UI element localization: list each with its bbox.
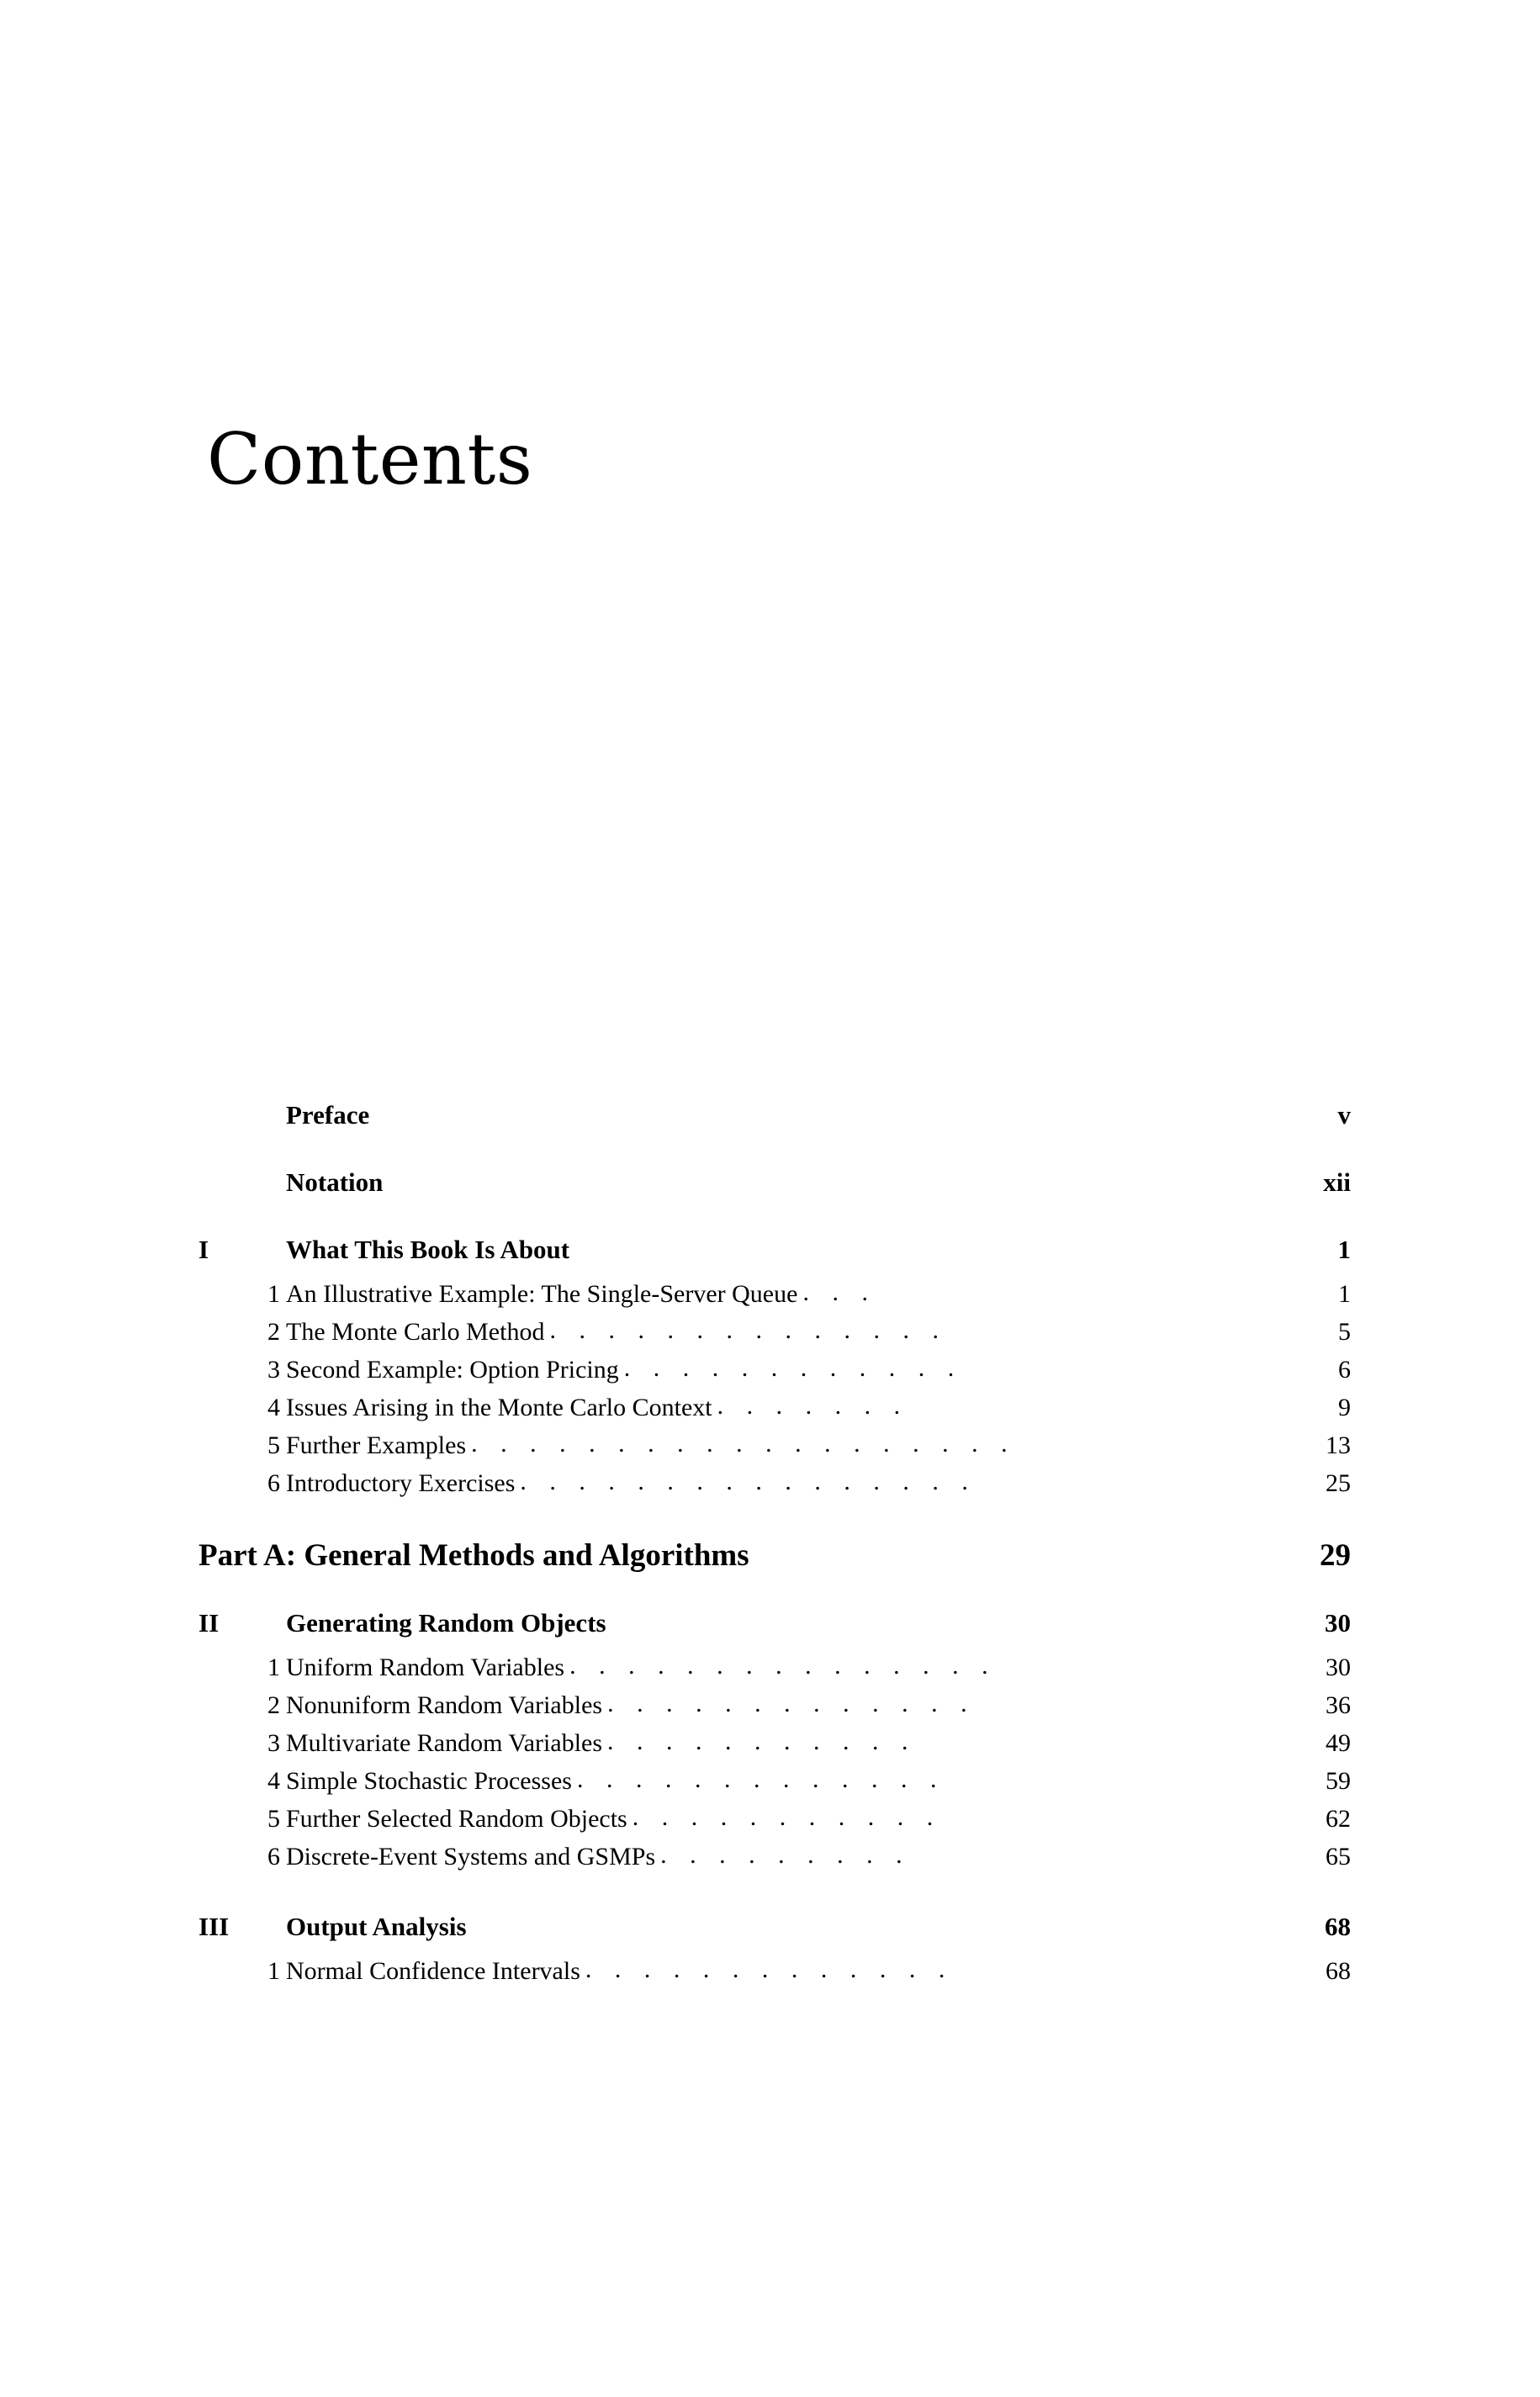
toc-section[interactable] xyxy=(198,1282,1351,1307)
leader-dots: . . . . . . . . . . . . . . . . xyxy=(520,1469,976,1495)
section-label: Uniform Random Variables xyxy=(286,1654,565,1681)
toc-section[interactable] xyxy=(198,1844,1351,1870)
section-number: 1 xyxy=(267,1654,280,1681)
section-number: 5 xyxy=(267,1431,280,1459)
toc-chapter-3[interactable] xyxy=(198,1913,1351,1939)
toc-part-a[interactable] xyxy=(198,1540,1351,1571)
section-page: 49 xyxy=(1326,1729,1351,1757)
chapter-page: 30 xyxy=(1325,1608,1351,1638)
section-number: 6 xyxy=(267,1843,280,1871)
entry-label: Preface xyxy=(286,1100,370,1130)
section-label: Nonuniform Random Variables xyxy=(286,1691,603,1719)
toc-section[interactable] xyxy=(198,1357,1351,1383)
leader-dots: . . . . . . . . . . . . . . xyxy=(549,1318,947,1343)
chapter-title: Generating Random Objects xyxy=(286,1608,606,1638)
chapter-numeral: II xyxy=(198,1608,220,1638)
section-page: 1 xyxy=(1338,1280,1351,1308)
entry-label: Notation xyxy=(286,1167,384,1197)
toc-chapter-2[interactable] xyxy=(198,1610,1351,1636)
leader-dots: . . . xyxy=(802,1280,876,1305)
section-number: 4 xyxy=(267,1394,280,1421)
chapter-numeral: III xyxy=(198,1912,230,1941)
section-label: Discrete-Event Systems and GSMPs xyxy=(286,1843,656,1871)
section-label: The Monte Carlo Method xyxy=(286,1318,545,1346)
section-number: 5 xyxy=(267,1805,280,1833)
section-page: 6 xyxy=(1338,1356,1351,1384)
section-page: 5 xyxy=(1338,1318,1351,1346)
section-number: 6 xyxy=(267,1469,280,1497)
section-label: Second Example: Option Pricing xyxy=(286,1356,619,1384)
leader-dots: . . . . . . . . . . . . . xyxy=(607,1691,976,1717)
section-label: Introductory Exercises xyxy=(286,1469,516,1497)
section-page: 25 xyxy=(1326,1469,1351,1497)
leader-dots: . . . . . . . . . . . xyxy=(632,1805,942,1830)
leader-dots: . . . . . . . . . . . xyxy=(607,1729,917,1754)
chapter-page: 68 xyxy=(1325,1912,1351,1941)
section-page: 13 xyxy=(1326,1431,1351,1459)
section-number: 2 xyxy=(267,1691,280,1719)
section-label: Multivariate Random Variables xyxy=(286,1729,603,1757)
part-page: 29 xyxy=(1320,1538,1351,1573)
toc-section[interactable] xyxy=(198,1769,1351,1794)
leader-dots: . . . . . . . . . . . . . xyxy=(576,1767,945,1792)
leader-dots: . . . . . . . . . . . . xyxy=(623,1356,963,1381)
section-label: Issues Arising in the Monte Carlo Context xyxy=(286,1394,712,1421)
toc-entry-preface[interactable] xyxy=(198,1102,1351,1128)
toc-section[interactable] xyxy=(198,1807,1351,1832)
part-label: Part A: General Methods and Algorithms xyxy=(198,1538,749,1573)
leader-dots: . . . . . . . xyxy=(717,1394,909,1419)
section-number: 2 xyxy=(267,1318,280,1346)
section-page: 36 xyxy=(1326,1691,1351,1719)
section-label: Simple Stochastic Processes xyxy=(286,1767,572,1795)
toc-section[interactable] xyxy=(198,1395,1351,1421)
section-label: Further Selected Random Objects xyxy=(286,1805,627,1833)
section-label: Normal Confidence Intervals xyxy=(286,1957,580,1985)
entry-page: xii xyxy=(1323,1167,1351,1197)
toc-section[interactable] xyxy=(198,1959,1351,1984)
chapter-title: What This Book Is About xyxy=(286,1235,570,1264)
chapter-title: Output Analysis xyxy=(286,1912,467,1941)
toc-section[interactable] xyxy=(198,1693,1351,1718)
section-number: 1 xyxy=(267,1957,280,1985)
page-title: Contents xyxy=(207,418,533,500)
leader-dots: . . . . . . . . . . . . . . . . . . . xyxy=(471,1431,1016,1457)
toc-section[interactable] xyxy=(198,1655,1351,1680)
toc-section[interactable] xyxy=(198,1320,1351,1345)
section-page: 68 xyxy=(1326,1957,1351,1985)
section-number: 3 xyxy=(267,1729,280,1757)
chapter-numeral: I xyxy=(198,1235,209,1264)
toc-section[interactable] xyxy=(198,1731,1351,1756)
toc-chapter-1[interactable] xyxy=(198,1236,1351,1262)
section-page: 59 xyxy=(1326,1767,1351,1795)
section-number: 4 xyxy=(267,1767,280,1795)
section-label: Further Examples xyxy=(286,1431,467,1459)
section-page: 9 xyxy=(1338,1394,1351,1421)
toc-entry-notation[interactable] xyxy=(198,1169,1351,1195)
table-of-contents xyxy=(198,1102,1351,1997)
section-page: 65 xyxy=(1326,1843,1351,1871)
section-page: 62 xyxy=(1326,1805,1351,1833)
leader-dots: . . . . . . . . . . . . . xyxy=(585,1957,954,1982)
section-number: 1 xyxy=(267,1280,280,1308)
section-page: 30 xyxy=(1326,1654,1351,1681)
leader-dots: . . . . . . . . . . . . . . . xyxy=(569,1654,997,1679)
toc-section[interactable] xyxy=(198,1471,1351,1496)
section-number: 3 xyxy=(267,1356,280,1384)
toc-section[interactable] xyxy=(198,1433,1351,1458)
chapter-page: 1 xyxy=(1337,1235,1351,1264)
section-label: An Illustrative Example: The Single-Server Queue xyxy=(286,1280,798,1308)
entry-page: v xyxy=(1337,1100,1351,1130)
leader-dots: . . . . . . . . . xyxy=(660,1843,911,1868)
